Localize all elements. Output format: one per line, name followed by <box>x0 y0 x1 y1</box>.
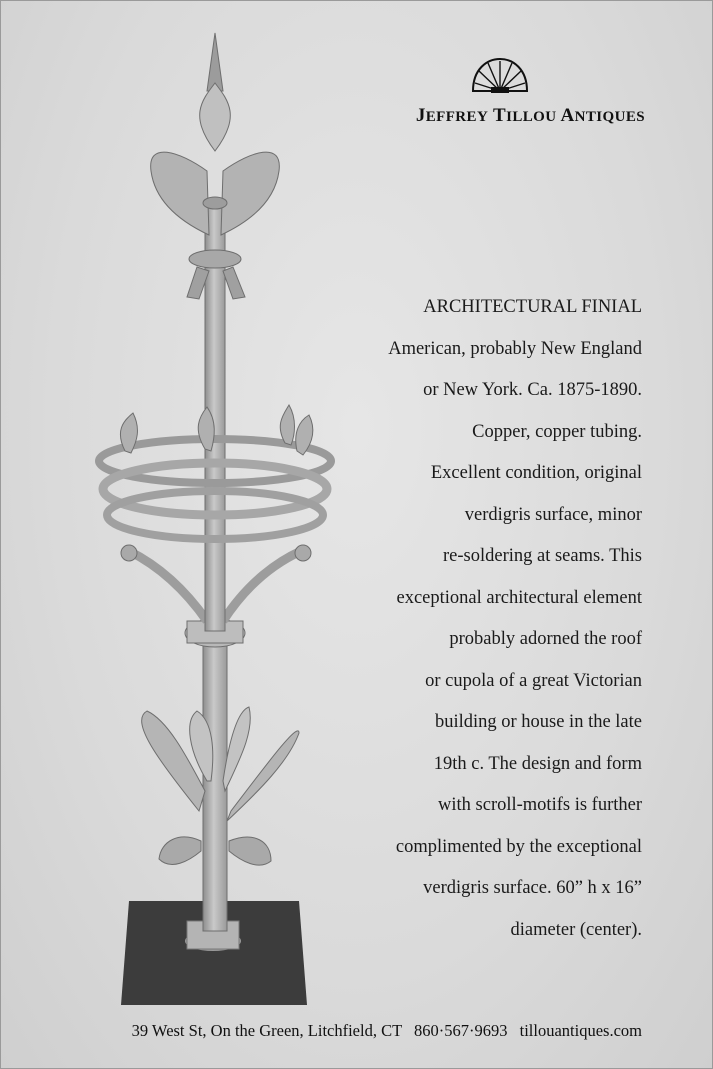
description-line: probably adorned the roof <box>449 629 642 649</box>
description-line: verdigris surface. 60” h x 16” <box>423 878 642 898</box>
item-description <box>342 287 642 951</box>
description-line: or New York. Ca. 1875-1890. <box>423 380 642 400</box>
description-line: re-soldering at seams. This <box>442 546 642 566</box>
brand-word-2: ILLOU <box>506 109 557 125</box>
shell-icon <box>467 55 533 97</box>
address: 39 West St, On the Green, Litchfield, CT <box>131 1021 402 1040</box>
description-line: building or house in the late <box>434 712 642 732</box>
description-line: verdigris surface, minor <box>464 504 642 525</box>
website-link[interactable]: tillouantiques.com <box>519 1021 642 1040</box>
description-line: American, probably New England <box>388 338 642 359</box>
contact-footer <box>1 1021 642 1041</box>
brand-initial-3: A <box>560 105 575 126</box>
brand-initial-1: J <box>415 105 426 126</box>
description-line: Excellent condition, original <box>430 463 642 483</box>
phone-number: 860·567·9693 <box>414 1021 508 1040</box>
description-line: or cupola of a great Victorian <box>425 670 642 691</box>
description-line: with scroll-motifs is further <box>438 795 642 815</box>
description-title: ARCHITECTURAL FINIAL <box>423 297 642 317</box>
brand-name <box>349 105 645 127</box>
finial-photo <box>89 21 349 1013</box>
description-line: exceptional architectural element <box>396 587 642 608</box>
description-line: 19th c. The design and form <box>433 753 642 774</box>
description-line: Copper, copper tubing. <box>472 421 642 442</box>
brand-word-3: NTIQUES <box>574 109 645 125</box>
description-line: complimented by the exceptional <box>395 836 642 857</box>
description-line: diameter (center). <box>510 919 642 940</box>
brand-word-1: EFFREY <box>425 109 489 125</box>
brand-initial-2: T <box>493 105 507 126</box>
